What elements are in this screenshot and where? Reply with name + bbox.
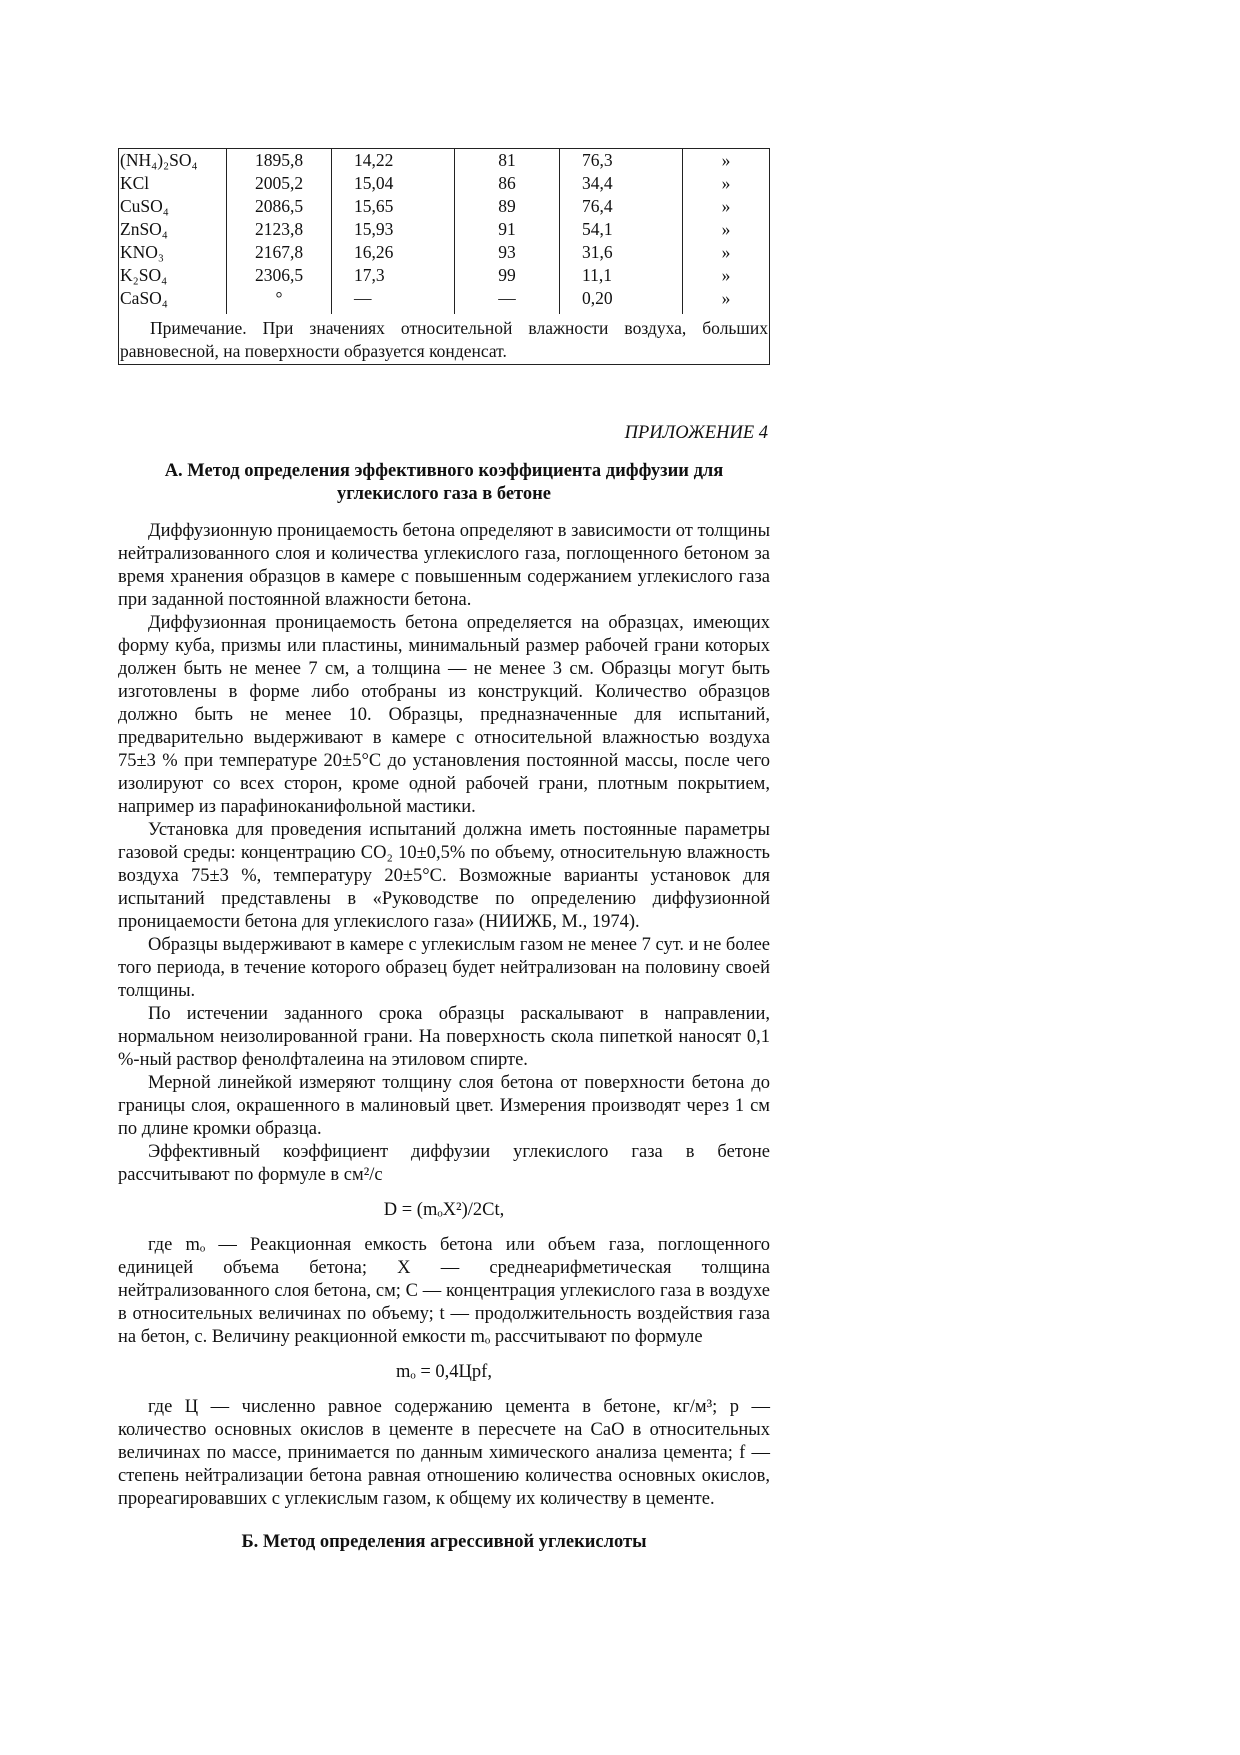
value-cell: » <box>683 195 770 218</box>
salt-cell: (NH₄)₂SO₄ <box>120 150 198 170</box>
value-cell: » <box>683 218 770 241</box>
value-cell: 17,3 <box>332 264 455 287</box>
value-cell: ° <box>227 287 332 314</box>
paragraph: Образцы выдерживают в камере с углекислым газом не менее 7 сут. и не более того периода, в течение которого образец будет нейтрализован на половину своей толщины. <box>118 935 770 1001</box>
table-row <box>119 149 770 173</box>
table-row <box>119 264 770 287</box>
table-body <box>119 149 770 315</box>
value-cell: 91 <box>455 218 560 241</box>
diffusion-formula: D = (mₒX²)/2Ct, <box>383 1200 505 1220</box>
salt-cell: KNO₃ <box>120 242 165 262</box>
paragraph: Диффузионная проницаемость бетона определяется на образцах, имеющих форму куба, призмы или пластины, минимальный размер рабочей грани которых должен быть не менее 7 см, а толщина — не менее 3 см. Образцы могут быть изготовлены в форме либо отобраны из конструкций. Количество образцов должно быть не менее 10. Образцы, предназначенные для испытаний, предварительно выдерживают в камере с относительной влажностью воздуха 75±3 % при температуре 20±5°С до установления постоянной массы, после чего изолируют со всех сторон, кроме одной рабочей грани, плотным покрытием, например из парафиноканифольной мастики. <box>118 613 770 817</box>
table-row <box>119 172 770 195</box>
value-cell: — <box>332 287 455 314</box>
value-cell: 2086,5 <box>227 195 332 218</box>
document-page <box>118 148 770 1568</box>
value-cell: 15,65 <box>332 195 455 218</box>
paragraph: Установка для проведения испытаний должна иметь постоянные параметры газовой среды: концентрацию CO₂ 10±0,5% по объему, относительную влажность воздуха 75±3 %, температуру 20±5°С. Возможные варианты установок для испытаний представлены в «Руководстве по определению диффузионной проницаемости бетона для углекислого газа» (НИИЖБ, М., 1974). <box>118 820 770 932</box>
table-note: Примечание. При значениях относительной влажности воздуха, больших равновесной, на поверхности образуется конденсат. <box>118 314 770 365</box>
reaction-capacity-formula: mₒ = 0,4Цpf, <box>396 1362 492 1382</box>
value-cell: 99 <box>455 264 560 287</box>
section-b-title: Б. Метод определения агрессивной углекислоты <box>241 1532 647 1552</box>
salt-cell: ZnSO₄ <box>120 219 168 239</box>
value-cell: 2306,5 <box>227 264 332 287</box>
value-cell: 89 <box>455 195 560 218</box>
salt-cell: CuSO₄ <box>120 196 169 216</box>
value-cell: 0,20 <box>560 287 683 314</box>
value-cell: 15,93 <box>332 218 455 241</box>
salt-humidity-table <box>118 148 770 314</box>
paragraph: где mₒ — Реакционная емкость бетона или объем газа, поглощенного единицей объема бетона; X — среднеарифметическая толщина нейтрализованного слоя бетона, см; С — концентрация углекислого газа в воздухе в относительных величинах по объему; t — продолжительность воздействия газа на бетон, с. Величину реакционной емкости mₒ рассчитывают по формуле <box>118 1235 770 1347</box>
value-cell: » <box>683 172 770 195</box>
value-cell: 11,1 <box>560 264 683 287</box>
value-cell: 16,26 <box>332 241 455 264</box>
table-row <box>119 195 770 218</box>
value-cell: » <box>683 287 770 314</box>
value-cell: 31,6 <box>560 241 683 264</box>
value-cell: 76,3 <box>560 149 683 173</box>
value-cell: 14,22 <box>332 149 455 173</box>
appendix-label: ПРИЛОЖЕНИЕ 4 <box>624 423 768 443</box>
salt-cell: KCl <box>120 173 150 193</box>
value-cell: 2005,2 <box>227 172 332 195</box>
value-cell: — <box>455 287 560 314</box>
value-cell: 54,1 <box>560 218 683 241</box>
paragraph: Мерной линейкой измеряют толщину слоя бетона от поверхности бетона до границы слоя, окрашенного в малиновый цвет. Измерения производят через 1 см по длине кромки образца. <box>118 1073 770 1139</box>
value-cell: » <box>683 241 770 264</box>
paragraph: Диффузионную проницаемость бетона определяют в зависимости от толщины нейтрализованного слоя и количества углекислого газа, поглощенного бетоном за время хранения образцов в камере с повышенным содержанием углекислого газа при заданной постоянной влажности бетона. <box>118 521 770 610</box>
paragraph: Эффективный коэффициент диффузии углекислого газа в бетоне рассчитывают по формуле в см²/с <box>118 1142 770 1185</box>
value-cell: 93 <box>455 241 560 264</box>
value-cell: 86 <box>455 172 560 195</box>
paragraph: где Ц — численно равное содержанию цемента в бетоне, кг/м³; p — количество основных окислов в цементе в пересчете на СаО в относительных величинах по массе, принимается по данным химического анализа цемента; f — степень нейтрализации бетона равная отношению количества основных окислов, прореагировавших с углекислым газом, к общему их количеству в цементе. <box>118 1397 770 1509</box>
salt-cell: CaSO₄ <box>120 288 168 308</box>
value-cell: » <box>683 149 770 173</box>
table-row <box>119 241 770 264</box>
value-cell: 15,04 <box>332 172 455 195</box>
value-cell: 34,4 <box>560 172 683 195</box>
value-cell: 2123,8 <box>227 218 332 241</box>
salt-cell: K₂SO₄ <box>120 265 168 285</box>
value-cell: » <box>683 264 770 287</box>
section-a-title: А. Метод определения эффективного коэффициента диффузии для углекислого газа в бетоне <box>164 461 724 504</box>
value-cell: 81 <box>455 149 560 173</box>
value-cell: 2167,8 <box>227 241 332 264</box>
table-row <box>119 287 770 314</box>
table-row <box>119 218 770 241</box>
value-cell: 1895,8 <box>227 149 332 173</box>
paragraph: По истечении заданного срока образцы раскалывают в направлении, нормальном неизолированной грани. На поверхность скола пипеткой наносят 0,1 %-ный раствор фенолфталеина на этиловом спирте. <box>118 1004 770 1070</box>
value-cell: 76,4 <box>560 195 683 218</box>
